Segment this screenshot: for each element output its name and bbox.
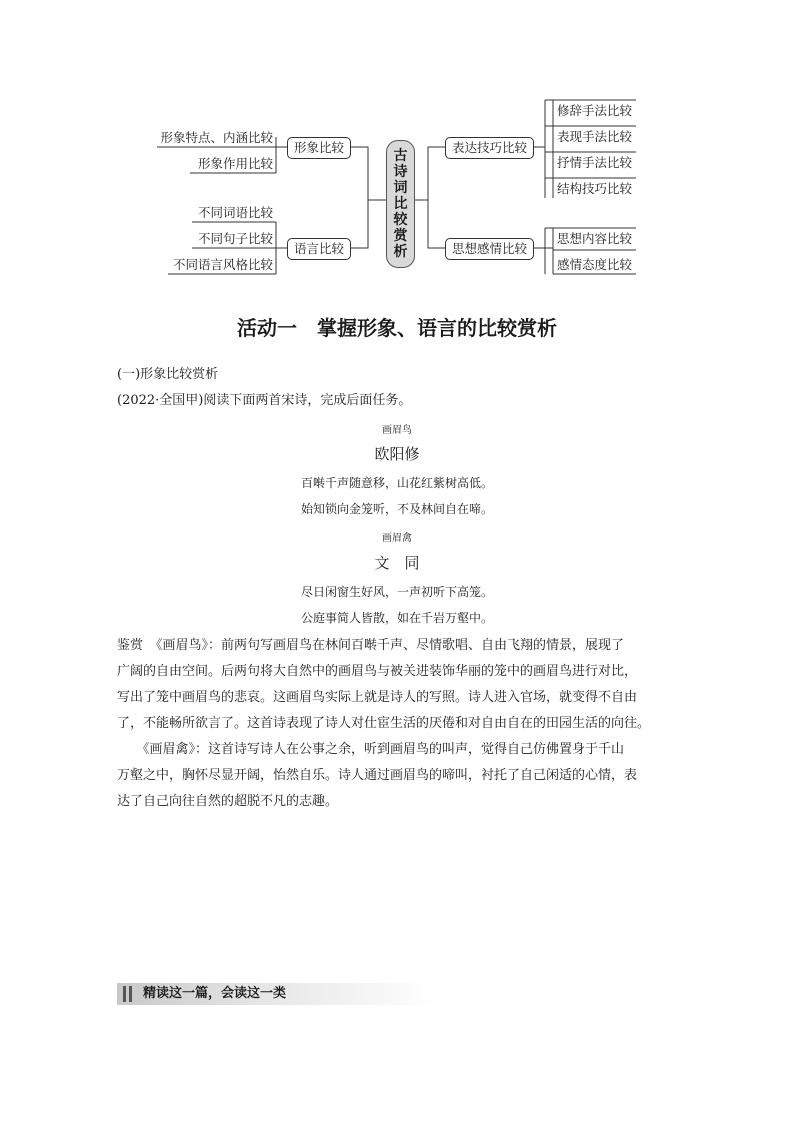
poem1-author: 欧阳修 (374, 445, 420, 463)
banner-bar-decoration (123, 986, 126, 1002)
center-char: 赏 (393, 228, 408, 244)
center-char: 析 (393, 244, 408, 260)
mindmap-node-language-compare: 语言比较 (287, 238, 351, 260)
mindmap-node-technique-compare: 表达技巧比较 (445, 137, 534, 159)
center-char: 诗 (393, 164, 408, 180)
mindmap-leaf-content: 思想内容比较 (557, 231, 633, 246)
mindmap-leaf-sentence-compare: 不同句子比较 (197, 231, 273, 246)
banner-bar-decoration (129, 986, 132, 1002)
activity-title: 活动一 掌握形象、语言的比较赏析 (237, 316, 557, 340)
poem1-title: 画眉鸟 (382, 425, 412, 436)
appreciation-line: 万壑之中，胸怀尽显开阔，怡然自乐。诗人通过画眉鸟的啼叫，衬托了自己闲适的心情，表 (117, 768, 638, 783)
mindmap-leaf-lyric: 抒情手法比较 (557, 155, 633, 170)
task-instruction: (2022·全国甲)阅读下面两首宋诗，完成后面任务。 (117, 393, 412, 408)
center-char: 较 (393, 212, 408, 228)
poem1-line: 百啭千声随意移，山花红紫树高低。 (300, 476, 493, 490)
poem2-author: 文 同 (374, 554, 420, 572)
poem2-line: 尽日闲窗生好风，一声初听下高笼。 (300, 585, 493, 599)
mindmap-leaf-attitude: 感情态度比较 (557, 257, 633, 272)
mindmap-leaf-image-function: 形象作用比较 (197, 156, 273, 171)
appreciation-line: 达了自己向往自然的超脱不凡的志趣。 (117, 794, 339, 809)
section-banner (117, 983, 437, 1005)
center-char: 比 (393, 196, 408, 212)
mindmap-leaf-expression: 表现手法比较 (557, 129, 633, 144)
section-heading: (一)形象比较赏析 (117, 367, 219, 382)
center-char: 词 (393, 180, 408, 196)
banner-text: 精读这一篇，会读这一类 (143, 986, 287, 1001)
mindmap-leaf-structure: 结构技巧比较 (557, 181, 633, 196)
mindmap-node-image-compare: 形象比较 (287, 137, 351, 159)
appreciation-line: 了，不能畅所欲言了。这首诗表现了诗人对仕宦生活的厌倦和对自由自在的田园生活的向往。 (117, 716, 651, 731)
poem1-line: 始知锁向金笼听，不及林间自在啼。 (300, 502, 493, 516)
mindmap-leaf-image-traits: 形象特点、内涵比较 (160, 130, 273, 145)
appreciation-line: 写出了笼中画眉鸟的悲哀。这画眉鸟实际上就是诗人的写照。诗人进入官场，就变得不自由 (117, 690, 638, 705)
center-char: 古 (393, 148, 408, 164)
mindmap-leaf-style-compare: 不同语言风格比较 (172, 257, 273, 272)
appreciation-line: 鉴赏 《画眉鸟》：前两句写画眉鸟在林间百啭千声、尽情歌唱、自由飞翔的情景，展现了 (117, 638, 625, 653)
poem2-line: 公庭事简人皆散，如在千岩万壑中。 (300, 611, 493, 625)
mindmap-leaf-rhetoric: 修辞手法比较 (557, 103, 633, 118)
mindmap-node-emotion-compare: 思想感情比较 (445, 238, 534, 260)
mindmap-center-node (386, 140, 415, 268)
appreciation-line: 广阔的自由空间。后两句将大自然中的画眉鸟与被关进装饰华丽的笼中的画眉鸟进行对比， (117, 664, 638, 679)
poem2-title: 画眉禽 (382, 533, 412, 544)
appreciation-line: 《画眉禽》：这首诗写诗人在公事之余，听到画眉鸟的叫声，觉得自己仿佛置身于千山 (117, 742, 625, 757)
mindmap-leaf-word-compare: 不同词语比较 (197, 205, 273, 220)
